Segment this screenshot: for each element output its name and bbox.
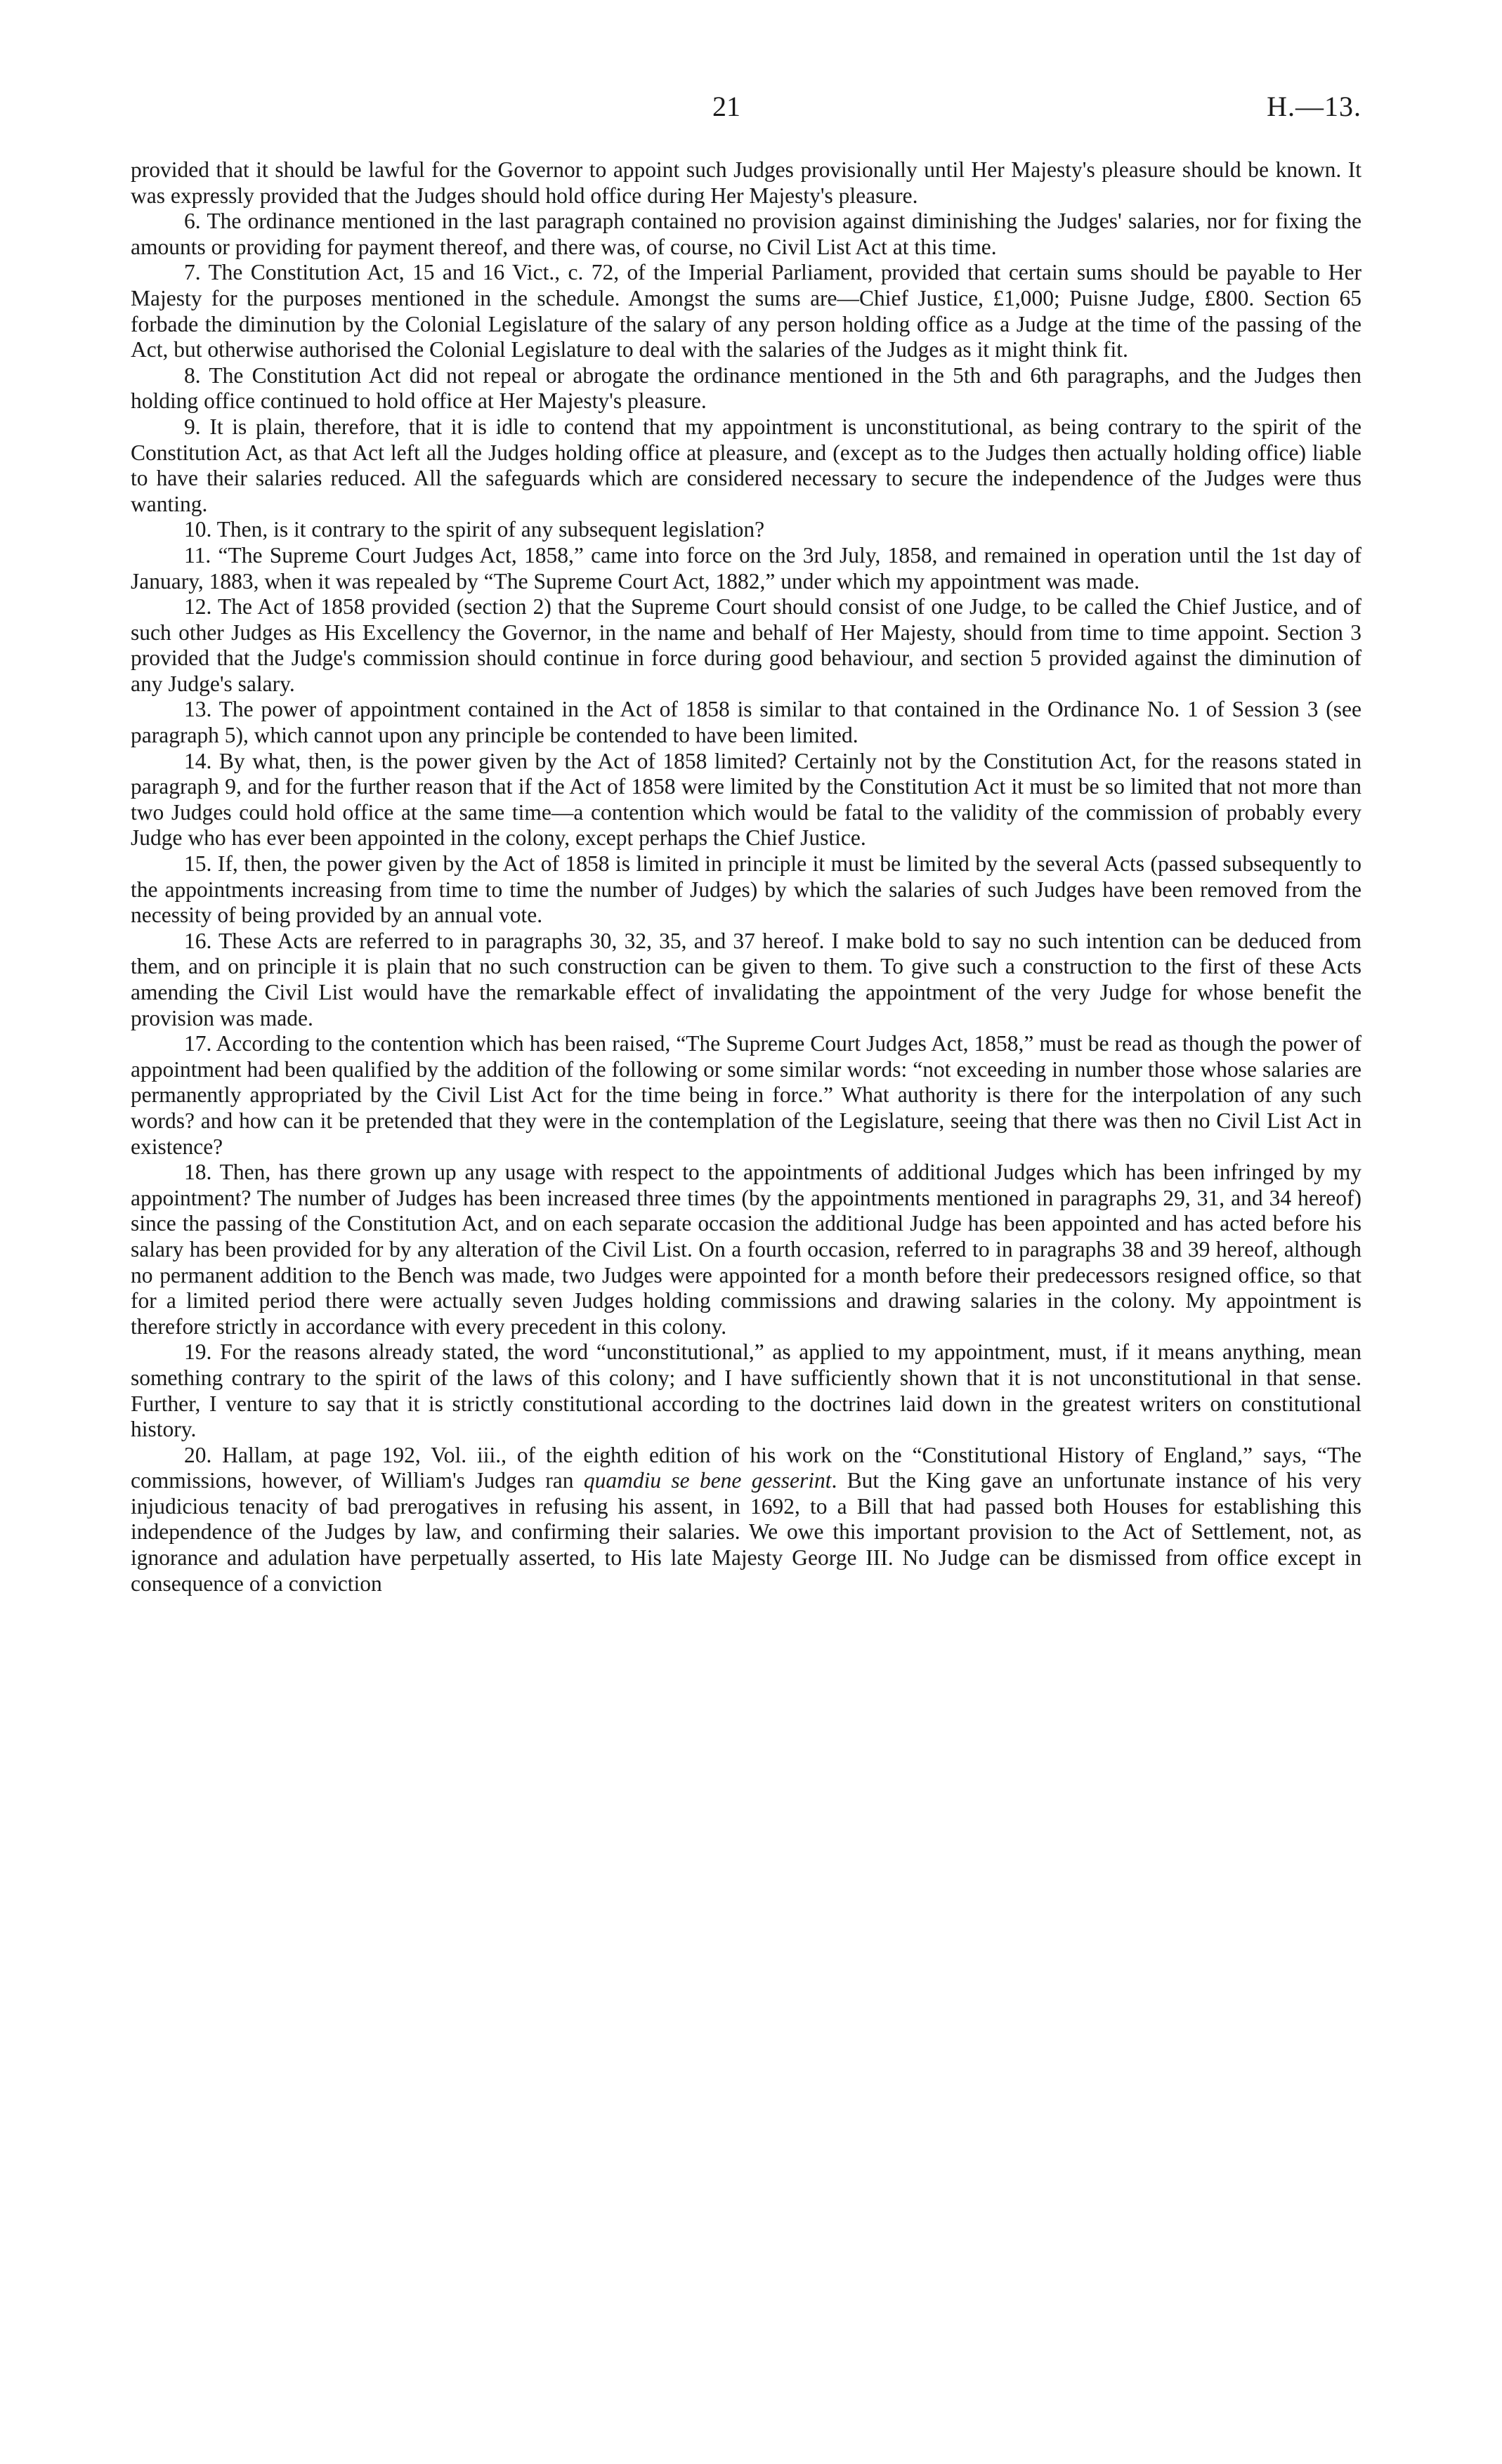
paragraph-10: 10. Then, is it contrary to the spirit of any subsequent legislation? [184, 517, 765, 542]
page-header [0, 90, 1502, 132]
paragraph-17: 17. According to the contention which has been raised, “The Supreme Court Judges Act, 1858,” must be read as though the power of appointment had been qualified by the addition of the following or some similar words: “not exceeding in number those whose salaries are permanently appropriated by the Civil List Act for the time being in force.” What authority is there for the interpolation of any such words? and how can it be pretended that they were in the contemplation of the Legislature, seeing that there was then no Civil List Act in existence? [131, 1031, 1361, 1159]
paragraph-7: 7. The Constitution Act, 15 and 16 Vict., c. 72, of the Imperial Parliament, provided that certain sums should be payable to Her Majesty for the purposes mentioned in the schedule. Amongst the sums are—Chief Justice, £1,000; Puisne Judge, £800. Section 65 forbade the diminution by the Colonial Legislature of the salary of any person holding office as a Judge at the time of the passing of the Act, but otherwise authorised the Colonial Legislature to deal with the salaries of the Judges as it might think fit. [131, 260, 1361, 362]
paragraph-18: 18. Then, has there grown up any usage with respect to the appointments of additional Judges which has been infringed by my appointment? The number of Judges has been increased three times (by the appointments mentioned in paragraphs 29, 31, and 34 hereof) since the passing of the Constitution Act, and on each separate occasion the additional Judge has been appointed and has acted before his salary has been provided for by any alteration of the Civil List. On a fourth occasion, referred to in paragraphs 38 and 39 hereof, although no permanent addition to the Bench was made, two Judges were appointed for a month before their predecessors resigned office, so that for a limited period there were actually seven Judges holding commissions and drawing salaries in the colony. My appointment is therefore strictly in accordance with every precedent in this colony. [131, 1160, 1361, 1339]
paragraph-20-latin-phrase: quamdiu se bene gesserint [583, 1468, 832, 1493]
paragraph-6: 6. The ordinance mentioned in the last paragraph contained no provision against diminishing the Judges' salaries, nor for fixing the amounts or providing for payment thereof, and there was, of course, no Civil List Act at this time. [131, 209, 1361, 259]
paragraph-12: 12. The Act of 1858 provided (section 2) that the Supreme Court should consist of one Judge, to be called the Chief Justice, and of such other Judges as His Excellency the Governor, in the name and behalf of Her Majesty, should from time to time appoint. Section 3 provided that the Judge's commission should continue in force during good behaviour, and section 5 provided against the diminution of any Judge's salary. [131, 594, 1361, 696]
paragraph-14: 14. By what, then, is the power given by the Act of 1858 limited? Certainly not by the Constitution Act, for the reasons stated in paragraph 9, and for the further reason that if the Act of 1858 were limited by the Constitution Act it must be so limited that not more than two Judges could hold office at the same time—a contention which would be fatal to the validity of the commission of probably every Judge who has ever been appointed in the colony, except perhaps the Chief Justice. [131, 748, 1361, 851]
paragraph-19: 19. For the reasons already stated, the word “unconstitutional,” as applied to my appointment, must, if it means anything, mean something contrary to the spirit of the laws of this colony; and I have sufficiently shown that it is not unconstitutional in that sense. Further, I venture to say that it is strictly constitutional according to the doctrines laid down in the greatest writers on constitutional history. [131, 1339, 1361, 1442]
paragraph-16: 16. These Acts are referred to in paragraphs 30, 32, 35, and 37 hereof. I make bold to say no such intention can be deduced from them, and on principle it is plain that no such construction can be given to them. To give such a construction to the first of these Acts amending the Civil List would have the remarkable effect of invalidating the appointment of the very Judge for whose benefit the provision was made. [131, 928, 1361, 1030]
paragraph-20 [131, 1443, 1361, 1597]
page-number: 21 [712, 91, 740, 122]
paragraph-8: 8. The Constitution Act did not repeal or abrogate the ordinance mentioned in the 5th and 6th paragraphs, and the Judges then holding office continued to hold office at Her Majesty's pleasure. [131, 362, 1361, 414]
document-reference: H.—13. [1267, 91, 1361, 122]
paragraph-11: 11. “The Supreme Court Judges Act, 1858,” came into force on the 3rd July, 1858, and remained in operation until the 1st day of January, 1883, when it was repealed by “The Supreme Court Act, 1882,” under which my appointment was made. [131, 542, 1361, 594]
paragraph-15: 15. If, then, the power given by the Act of 1858 is limited in principle it must be limited by the several Acts (passed subsequently to the appointments increasing from time to time the number of Judges) by which the salaries of such Judges have been removed from the necessity of being provided by an annual vote. [131, 851, 1361, 928]
body-text [131, 157, 1361, 1597]
paragraph-20-text-before: 20. Hallam, at page 192, Vol. iii., of the eighth edition of his work on the “Constitutional History of England,” says, “The commissions, however, of William's Judges ran [131, 1442, 1361, 1493]
paragraph-13: 13. The power of appointment contained in the Act of 1858 is similar to that contained in the Ordinance No. 1 of Session 3 (see paragraph 5), which cannot upon any principle be contended to have been limited. [131, 697, 1361, 748]
paragraph-9: 9. It is plain, therefore, that it is idle to contend that my appointment is unconstitutional, as being contrary to the spirit of the Constitution Act, as that Act left all the Judges holding office at pleasure, and (except as to the Judges then actually holding office) liable to have their salaries reduced. All the safeguards which are considered necessary to secure the independence of the Judges were thus wanting. [131, 414, 1361, 516]
paragraph-20-text-after: . But the King gave an unfortunate instance of his very injudicious tenacity of bad prerogatives in refusing his assent, in 1692, to a Bill that had passed both Houses for establishing this independence of the Judges by law, and confirming their salaries. We owe this important provision to the Act of Settlement, not, as ignorance and adulation have perpetually asserted, to His late Majesty George III. No Judge can be dismissed from office except in consequence of a conviction [131, 1468, 1361, 1596]
paragraph-5-continued: provided that it should be lawful for the Governor to appoint such Judges provisionally until Her Majesty's pleasure should be known. It was expressly provided that the Judges should hold office during Her Majesty's pleasure. [131, 157, 1361, 208]
